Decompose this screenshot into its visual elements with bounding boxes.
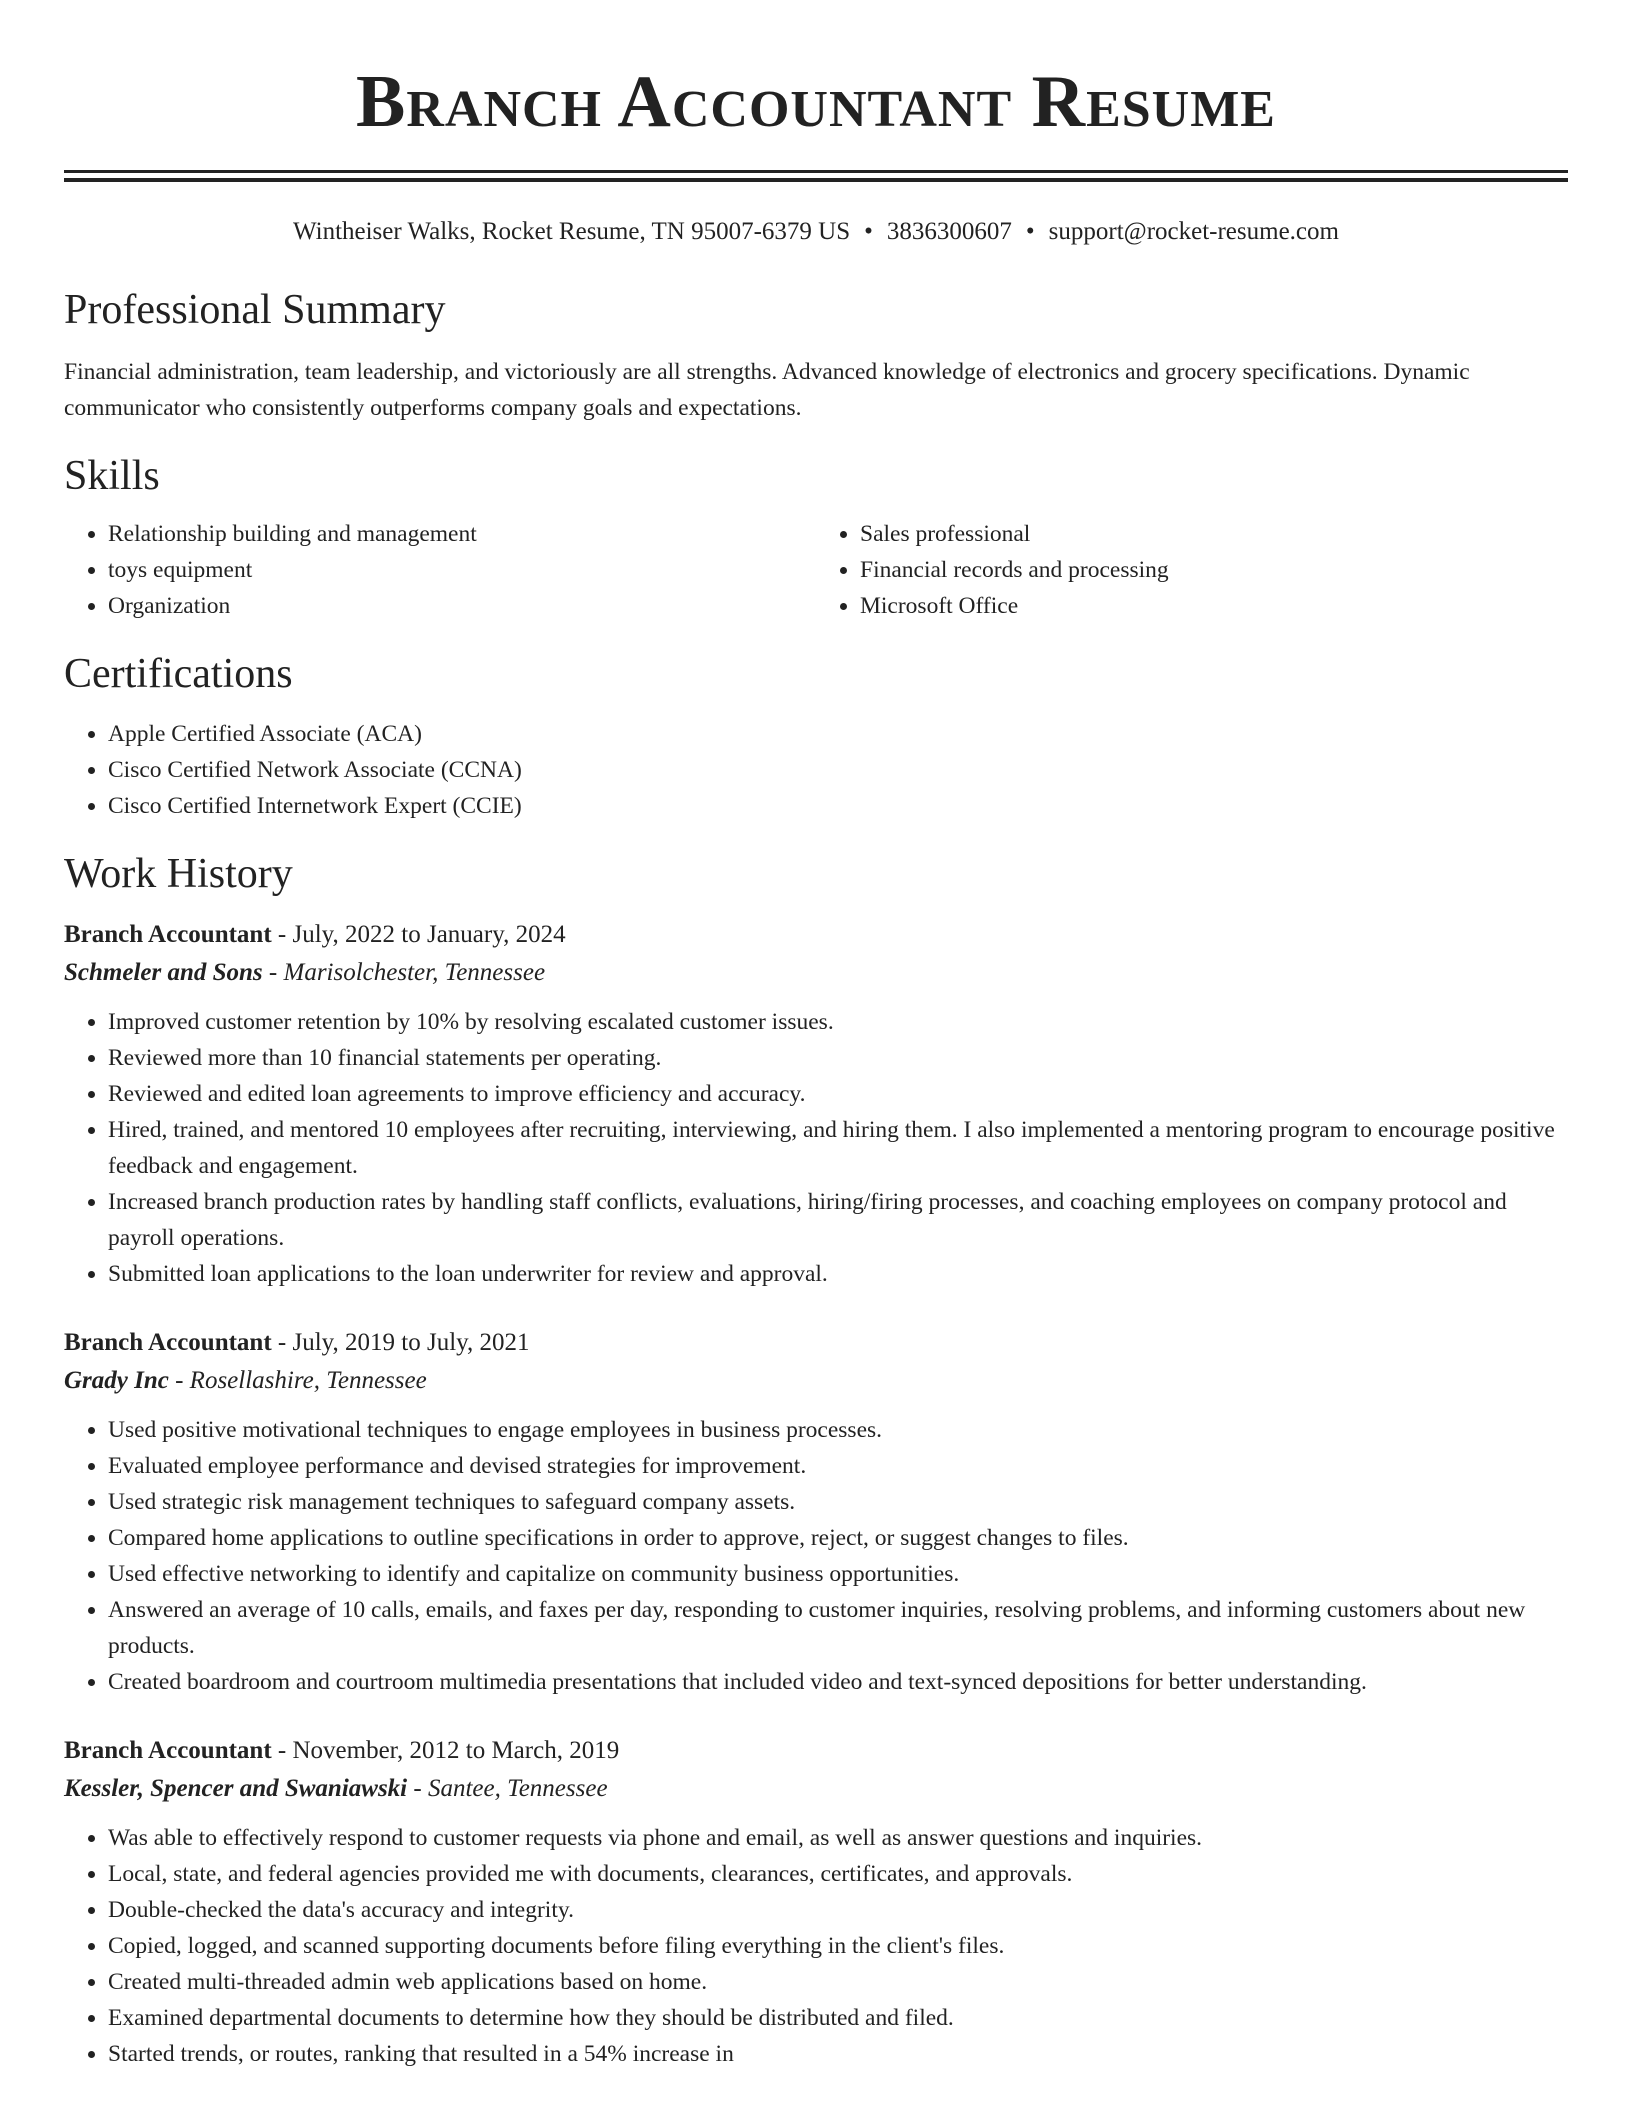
job-bullet: • Local, state, and federal agencies provided me with documents, clearances, certificates, and approvals. (108, 1856, 1568, 1892)
skill-item: • Financial records and processing (860, 552, 1568, 588)
job-role: Branch Accountant (64, 921, 272, 948)
job-bullets (64, 1820, 1568, 2072)
professional-summary-section (64, 284, 1568, 426)
job-location: - Marisolchester, Tennessee (262, 959, 546, 986)
job-bullet: • Examined departmental documents to determine how they should be distributed and filed. (108, 2000, 1568, 2036)
job-bullet: • Started trends, or routes, ranking that resulted in a 54% increase in (108, 2036, 1568, 2072)
certification-item: • Cisco Certified Network Associate (CCNA) (108, 752, 1568, 788)
job-role: Branch Accountant (64, 1737, 272, 1764)
skills-list-left (64, 516, 816, 624)
job-dates: - November, 2012 to March, 2019 (271, 1737, 620, 1764)
job-company-line (64, 1770, 1568, 1808)
job-bullet: • Submitted loan applications to the loan underwriter for review and approval. (108, 1256, 1568, 1292)
contact-email: support@rocket-resume.com (1048, 218, 1339, 245)
job-entry (64, 916, 1568, 1292)
skill-item: • Microsoft Office (860, 588, 1568, 624)
job-bullet: • Hired, trained, and mentored 10 employees after recruiting, interviewing, and hiring them. I also implemented a mentoring program to encourage positive feedback and engagement. (108, 1112, 1568, 1184)
section-heading-summary: Professional Summary (64, 287, 446, 333)
job-company-line (64, 954, 1568, 992)
contact-separator: • (864, 218, 873, 245)
job-title-line (64, 1324, 1568, 1362)
job-bullets (64, 1412, 1568, 1700)
job-bullets (64, 1004, 1568, 1292)
certifications-section (64, 648, 1568, 824)
job-bullet: • Used positive motivational techniques to engage employees in business processes. (108, 1412, 1568, 1448)
job-bullet: • Increased branch production rates by handling staff conflicts, evaluations, hiring/firing processes, and coaching employees on company protocol and payroll operations. (108, 1184, 1568, 1256)
job-bullet: • Created boardroom and courtroom multimedia presentations that included video and text-synced depositions for better understanding. (108, 1664, 1568, 1700)
job-bullet: • Created multi-threaded admin web applications based on home. (108, 1964, 1568, 2000)
summary-text: Financial administration, team leadership, and victoriously are all strengths. Advanced knowledge of electronics and grocery specifications. Dynamic communicator who consistently outperforms company goals and expectations. (64, 359, 1470, 421)
section-heading-certifications: Certifications (64, 651, 293, 697)
job-bullet: • Used strategic risk management techniques to safeguard company assets. (108, 1484, 1568, 1520)
skill-item: • Relationship building and management (108, 516, 816, 552)
skills-section (64, 450, 1568, 624)
title-rule-top (64, 170, 1568, 173)
contact-phone: 3836300607 (886, 218, 1012, 245)
job-entry (64, 1732, 1568, 2072)
skill-item: • toys equipment (108, 552, 816, 588)
title-rule-bottom (64, 178, 1568, 182)
job-company-line (64, 1362, 1568, 1400)
resume-title: Branch Accountant Resume (355, 61, 1276, 143)
job-bullet: • Answered an average of 10 calls, emails, and faxes per day, responding to customer inquiries, resolving problems, and informing customers about new products. (108, 1592, 1568, 1664)
certification-item: • Apple Certified Associate (ACA) (108, 716, 1568, 752)
job-bullet: • Evaluated employee performance and devised strategies for improvement. (108, 1448, 1568, 1484)
contact-line (64, 214, 1568, 250)
job-company: Grady Inc (64, 1367, 169, 1394)
job-bullet: • Improved customer retention by 10% by resolving escalated customer issues. (108, 1004, 1568, 1040)
job-bullet: • Reviewed and edited loan agreements to improve efficiency and accuracy. (108, 1076, 1568, 1112)
job-company: Kessler, Spencer and Swaniawski (64, 1775, 408, 1802)
job-role: Branch Accountant (64, 1329, 272, 1356)
job-bullet: • Compared home applications to outline specifications in order to approve, reject, or suggest changes to files. (108, 1520, 1568, 1556)
contact-address: Wintheiser Walks, Rocket Resume, TN 95007-6379 US (293, 218, 851, 245)
job-title-line (64, 916, 1568, 954)
section-heading-work-history: Work History (64, 851, 293, 897)
job-bullet: • Was able to effectively respond to customer requests via phone and email, as well as answer questions and inquiries. (108, 1820, 1568, 1856)
job-bullet: • Double-checked the data's accuracy and integrity. (108, 1892, 1568, 1928)
contact-separator: • (1025, 218, 1035, 245)
skills-list-right (816, 516, 1568, 624)
skill-item: • Sales professional (860, 516, 1568, 552)
job-location: - Rosellashire, Tennessee (168, 1367, 427, 1394)
job-company: Schmeler and Sons (64, 959, 263, 986)
job-location: - Santee, Tennessee (407, 1775, 608, 1802)
job-bullet: • Used effective networking to identify and capitalize on community business opportunities. (108, 1556, 1568, 1592)
job-bullet: • Copied, logged, and scanned supporting documents before filing everything in the client's files. (108, 1928, 1568, 1964)
job-bullet: • Reviewed more than 10 financial statements per operating. (108, 1040, 1568, 1076)
job-dates: - July, 2019 to July, 2021 (271, 1329, 530, 1356)
skills-columns (64, 516, 1568, 624)
job-title-line (64, 1732, 1568, 1770)
job-dates: - July, 2022 to January, 2024 (271, 921, 566, 948)
job-entry (64, 1324, 1568, 1700)
section-heading-skills: Skills (64, 453, 160, 499)
skill-item: • Organization (108, 588, 816, 624)
certification-item: • Cisco Certified Internetwork Expert (CCIE) (108, 788, 1568, 824)
certifications-list (64, 716, 1568, 824)
work-history-section (64, 848, 1568, 2072)
